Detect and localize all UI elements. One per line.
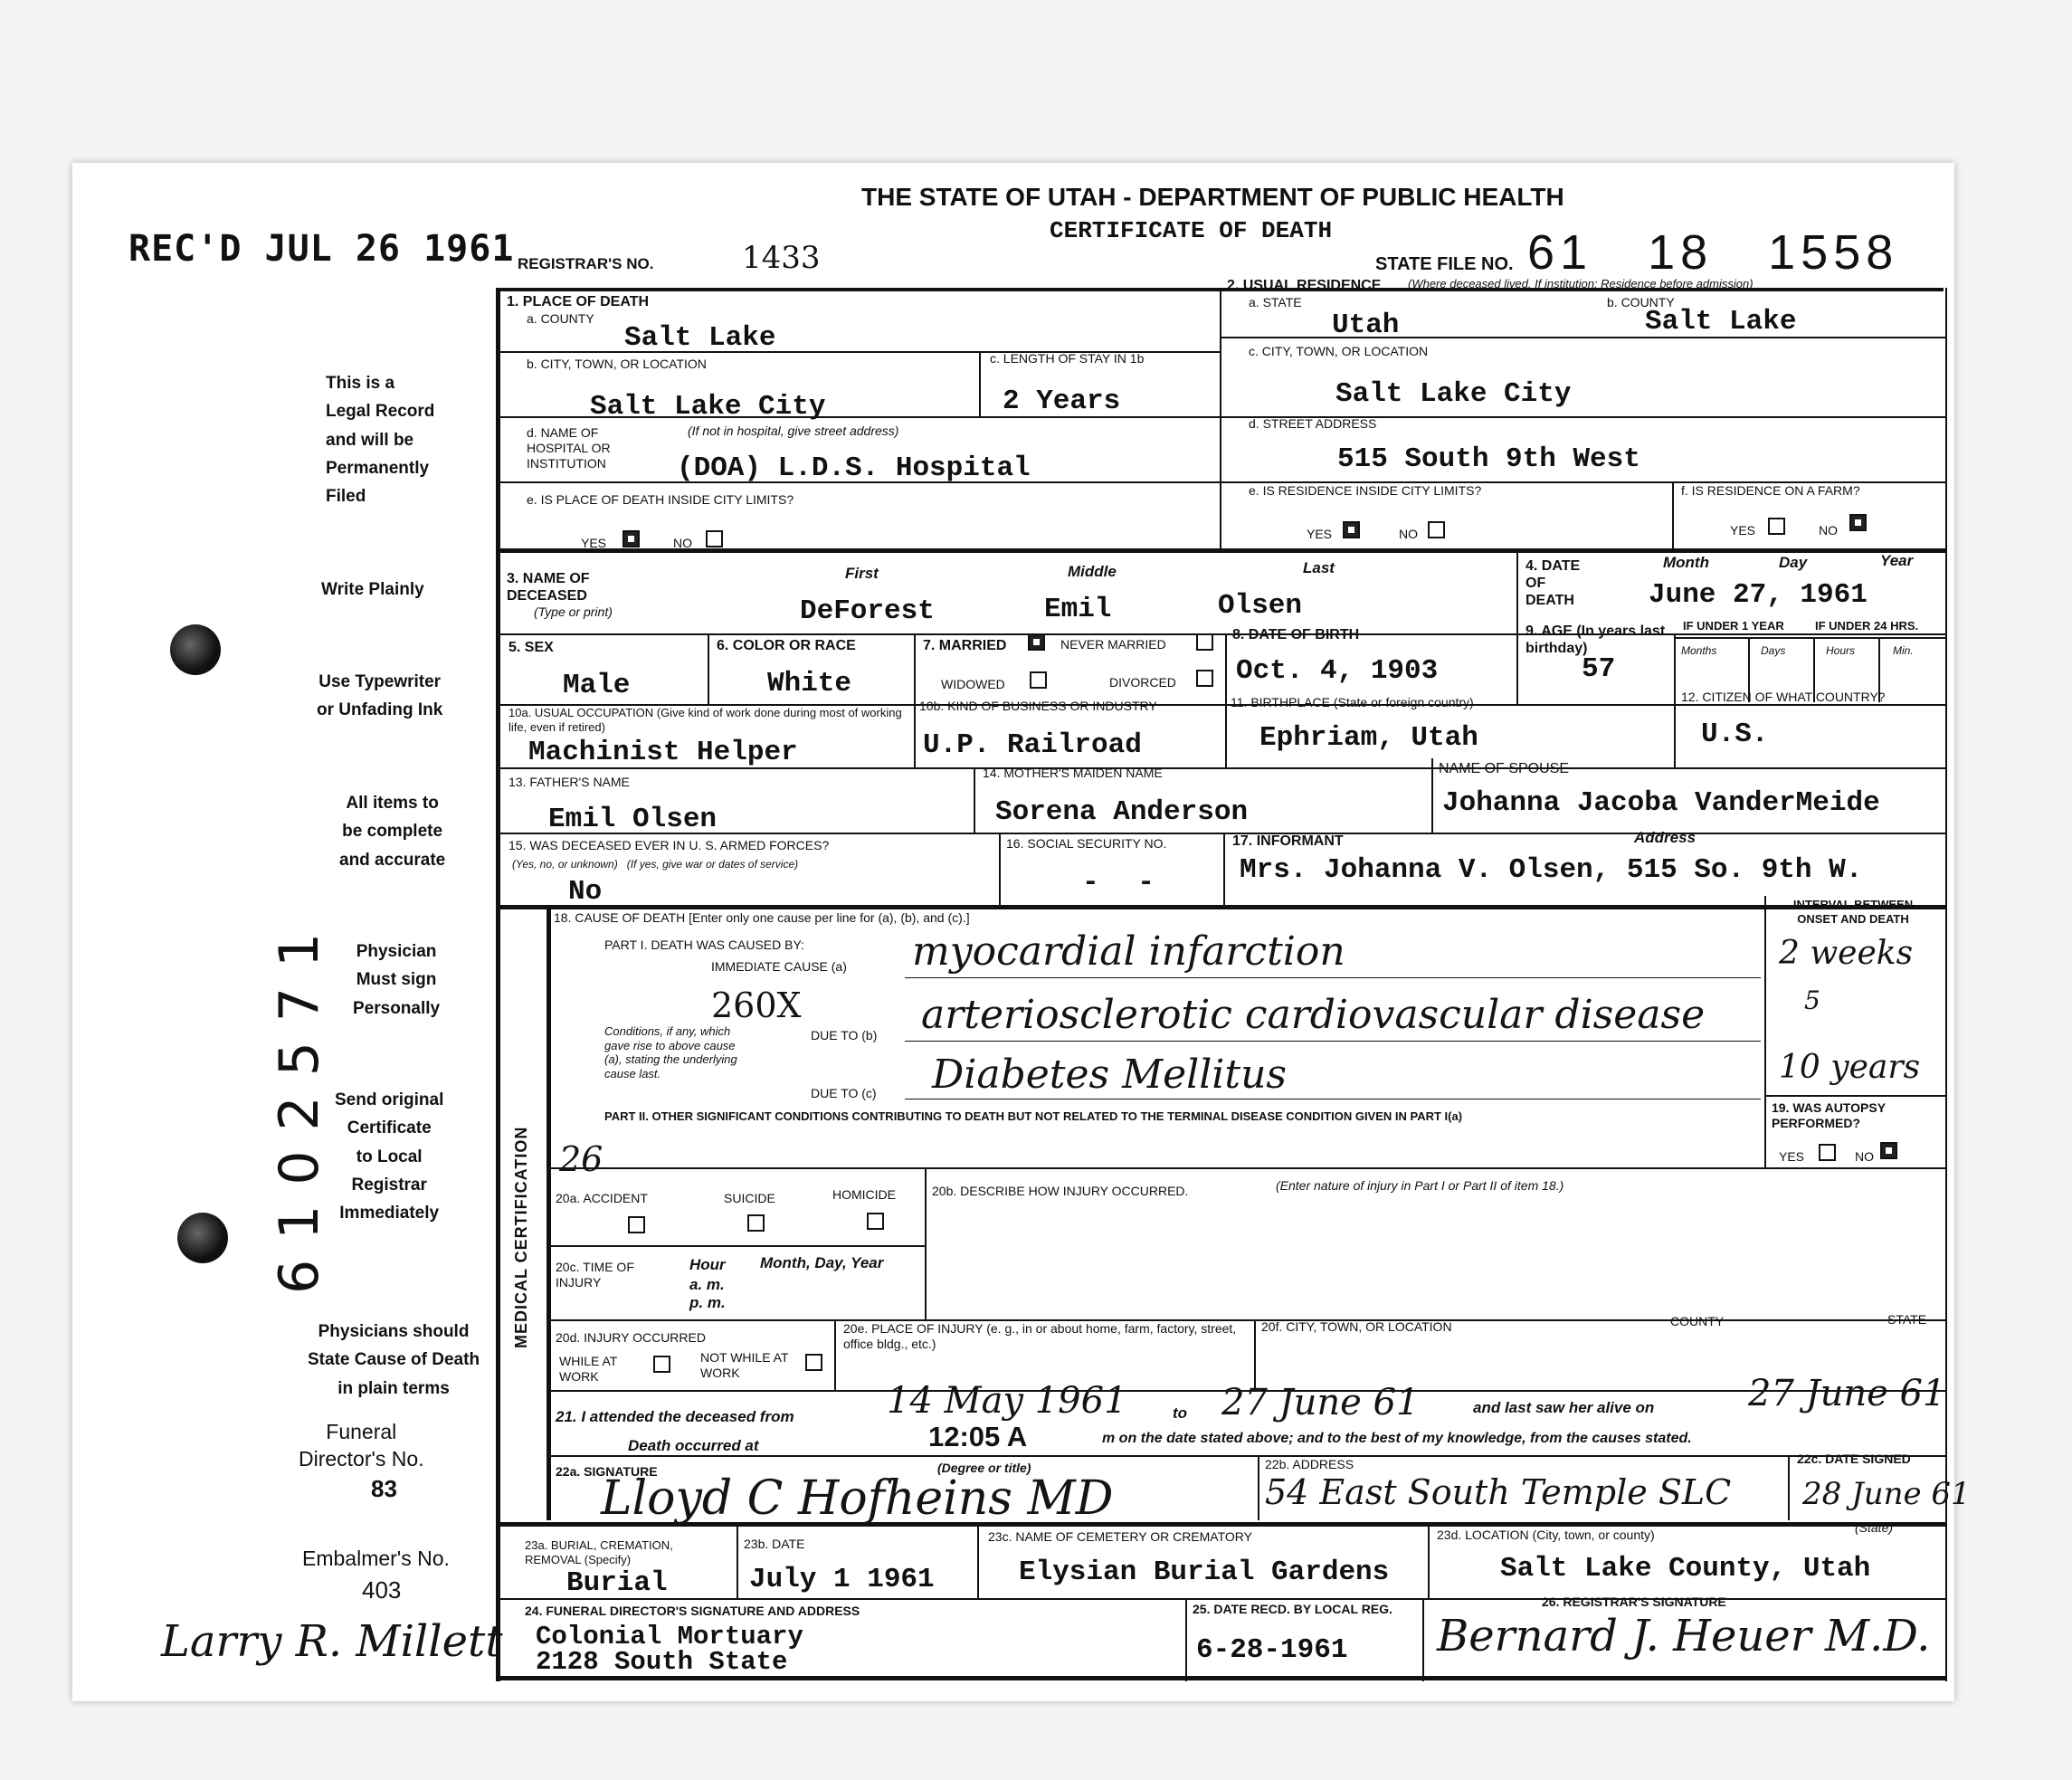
autopsy-no-checkbox[interactable] [1880,1142,1897,1159]
rule-6 [708,633,709,706]
middle-name: Emil [1044,594,1112,625]
rule-20c [547,1245,925,1247]
rule-20a [547,1167,1945,1169]
date-of-death: June 27, 1961 [1649,579,1868,611]
autopsy-yes-label: YES [1779,1149,1805,1164]
farm-no-label: NO [1819,523,1838,538]
widowed-label: WIDOWED [941,677,1005,691]
cemetery-label: 23c. NAME OF CEMETERY OR CREMATORY [988,1529,1252,1544]
death-city: Salt Lake City [590,391,826,423]
inside-city-label: e. IS PLACE OF DEATH INSIDE CITY LIMITS? [527,492,794,507]
signature-label: 22a. SIGNATURE [556,1464,658,1479]
registrar-no: 1433 [742,240,821,276]
under-1-year-label: IF UNDER 1 YEAR [1683,619,1784,633]
death-county: Salt Lake [624,322,776,354]
residence-county-label: b. COUNTY [1607,295,1675,309]
rule-spouse [1431,758,1433,834]
state-title: THE STATE OF UTAH - DEPARTMENT OF PUBLIC HEALTH [861,183,1564,211]
residence-state-label: a. STATE [1249,295,1302,309]
conditions-label: Conditions, if any, which gave rise to above cause (a), stating the underlying cause last. [604,1024,737,1080]
hospital-label: d. NAME OF HOSPITAL OR INSTITUTION [527,425,611,471]
rule-9 [1516,633,1518,706]
informant: Mrs. Johanna V. Olsen, 515 So. 9th W. [1240,854,1863,886]
typewriter-note: Use Typewriter or Unfading Ink [317,672,443,720]
how-injury-note: (Enter nature of injury in Part I or Part II of item 18.) [1276,1178,1564,1193]
not-while-at-work-label: NOT WHILE AT WORK [700,1350,789,1380]
rule-under1-a [1674,637,1945,639]
ssn: - - [1082,867,1155,899]
rule-22b [1258,1455,1259,1520]
city-injury-label: 20f. CITY, TOWN, OR LOCATION [1261,1319,1452,1334]
interval-c: 10 years [1779,1049,1921,1086]
death-occurred-label: Death occurred at [628,1437,759,1454]
rule-23b [737,1522,738,1600]
autopsy-label: 19. WAS AUTOPSY PERFORMED? [1772,1100,1886,1130]
autopsy-yes-checkbox[interactable] [1819,1144,1836,1161]
interval-b: 5 [1804,985,1820,1015]
rule-left-outer [496,288,500,1681]
physician-address: 54 East South Temple SLC [1265,1472,1732,1512]
punch-hole-top [170,624,221,675]
due-to-b-label: DUE TO (b) [811,1028,878,1042]
physician-signature: Lloyd C Hofheins MD [601,1471,1114,1526]
interval-label: INTERVAL BETWEEN ONSET AND DEATH [1792,898,1914,926]
rule-23d [1428,1522,1430,1600]
age-label: 9. AGE (In years last birthday) [1525,623,1666,657]
attended-from: 14 May 1961 [887,1380,1127,1422]
accident-label: 20a. ACCIDENT [556,1191,648,1205]
punch-hole-bottom [177,1213,228,1263]
attended-to: 27 June 61 [1221,1382,1420,1423]
ssn-label: 16. SOCIAL SECURITY NO. [1006,836,1167,851]
informant-address-label: Address [1634,829,1697,846]
death-time: 12:05 A [928,1421,1028,1452]
while-at-work-checkbox[interactable] [653,1356,670,1373]
accident-checkbox[interactable] [628,1216,645,1233]
while-at-work-label: WHILE AT WORK [559,1354,618,1384]
burial: Burial [566,1567,668,1599]
injury-occurred-label: 20d. INJURY OCCURRED [556,1330,706,1345]
birthplace-label: 11. BIRTHPLACE (State or foreign country) [1231,695,1474,709]
farm-yes-label: YES [1730,523,1756,538]
residence-city-label: c. CITY, TOWN, OR LOCATION [1249,344,1429,358]
rule-24 [496,1598,1945,1600]
embalmer-no: 403 [362,1576,402,1604]
rule-23c [977,1522,979,1600]
funeral-director-sig-label: 24. FUNERAL DIRECTOR'S SIGNATURE AND ADDRESS [525,1604,860,1618]
divorced-label: DIVORCED [1109,675,1176,690]
cause-a-line [905,977,1761,978]
informant-label: 17. INFORMANT [1232,833,1344,849]
rule-center-upper [1220,288,1221,550]
date-signed: 28 June 61 [1802,1476,1971,1512]
middle-label: Middle [1068,563,1117,580]
rule-interval [1764,896,1766,1167]
homicide-label: HOMICIDE [832,1187,896,1202]
send-original-note: Send original Certificate to Local Registrar Immediately [335,1090,444,1223]
rule-8 [1225,633,1227,767]
part-1-label: PART I. DEATH WAS CAUSED BY: [604,938,804,952]
state-file-no: 61 18 1558 [1527,225,1899,280]
physician-sign-note: Physician Must sign Personally [353,942,441,1018]
farm-yes-checkbox[interactable] [1768,518,1785,535]
rule-20f [1254,1319,1256,1392]
residence-inside-city-label: e. IS RESIDENCE INSIDE CITY LIMITS? [1249,483,1482,498]
attended-label: 21. I attended the deceased from [556,1408,794,1425]
sex: Male [563,670,631,701]
last-saw: 27 June 61 [1748,1373,1946,1414]
farm-no-checkbox[interactable] [1849,514,1867,531]
registrar-no-label: REGISTRAR'S NO. [518,255,654,272]
suicide-checkbox[interactable] [747,1214,765,1232]
burial-date-label: 23b. DATE [744,1537,805,1551]
physician-address-label: 22b. ADDRESS [1265,1457,1354,1471]
date-recd: 6-28-1961 [1196,1634,1348,1666]
rule-20e [834,1319,836,1392]
hours-label: Hours [1826,644,1856,657]
street-address: 515 South 9th West [1337,443,1640,475]
armed-forces-note: (Yes, no, or unknown) (If yes, give war or dates of service) [512,858,799,871]
month-day-year-label: Month, Day, Year [760,1254,884,1271]
embalmer-signature: Larry R. Millett [161,1616,503,1667]
min-label: Min. [1893,644,1914,657]
rule-22c [1788,1455,1790,1520]
last-label: Last [1303,559,1335,576]
death-city-yes-label: YES [581,536,607,550]
items-complete-note: All items to be complete and accurate [339,794,446,870]
injury-county-label: COUNTY [1670,1314,1725,1328]
hospital: (DOA) L.D.S. Hospital [677,452,1031,484]
rule-medical-inner [547,905,551,1520]
rule-20d [547,1319,1945,1321]
citizen: U.S. [1701,719,1769,750]
code-note-2: 26 [559,1139,604,1179]
length-stay: 2 Years [1003,386,1121,417]
medical-certification-label: MEDICAL CERTIFICATION [512,1126,530,1348]
date-of-death-label: 4. DATE OF DEATH [1525,558,1581,609]
rule-1c [979,351,981,416]
father-label: 13. FATHER'S NAME [508,775,630,789]
death-occurred-rest: m on the date stated above; and to the best of my knowledge, from the causes stated. [1102,1431,1692,1446]
rule-4 [1516,548,1518,643]
never-married-label: NEVER MARRIED [1060,637,1166,652]
burial-location: Salt Lake County, Utah [1500,1553,1871,1585]
birth-label: 8. DATE OF BIRTH [1232,627,1360,643]
usual-residence-label: 2. USUAL RESIDENCE [1227,278,1382,293]
birthplace: Ephriam, Utah [1259,722,1478,754]
armed-forces-label: 15. WAS DECEASED EVER IN U. S. ARMED FORCES? [508,838,830,852]
write-plainly-note: Write Plainly [321,580,424,599]
death-city-yes-checkbox[interactable] [623,530,640,547]
farm-label: f. IS RESIDENCE ON A FARM? [1681,483,1860,498]
injury-state-label: STATE [1887,1312,1927,1327]
rule-2f [1672,481,1674,550]
widowed-checkbox[interactable] [1030,671,1047,689]
received-stamp: REC'D JUL 26 1961 [128,228,515,270]
residence-county: Salt Lake [1645,306,1797,338]
burial-label: 23a. BURIAL, CREMATION, REMOVAL (Specify) [525,1538,673,1566]
occupation: Machinist Helper [528,737,798,768]
to-label: to [1173,1404,1188,1422]
days-label: Days [1761,644,1786,657]
funeral-director-no: 83 [371,1475,397,1502]
under-24-hrs-label: IF UNDER 24 HRS. [1815,619,1919,633]
father: Emil Olsen [548,804,718,835]
due-to-c-label: DUE TO (c) [811,1086,877,1100]
registrar-signature-label: 26. REGISTRAR'S SIGNATURE [1542,1594,1726,1609]
hour-label: Hour [689,1256,726,1273]
homicide-checkbox[interactable] [867,1213,884,1230]
citizen-label: 12. CITIZEN OF WHAT COUNTRY? [1681,690,1886,704]
date-signed-label: 22c. DATE SIGNED [1797,1452,1911,1466]
sex-label: 5. SEX [508,640,554,655]
year-label: Year [1880,552,1914,569]
last-saw-label: and last saw her alive on [1473,1399,1655,1416]
place-injury-label: 20e. PLACE OF INJURY (e. g., in or about home, farm, factory, street, office bldg., etc.) [843,1321,1237,1351]
death-county-label: a. COUNTY [527,311,594,326]
last-name: Olsen [1218,590,1303,622]
cause-b: arteriosclerotic cardiovascular disease [921,992,1706,1038]
part-2-label: PART II. OTHER SIGNIFICANT CONDITIONS CONTRIBUTING TO DEATH BUT NOT RELATED TO THE TERMINAL DISEASE CONDITION GIVEN IN PART I(a) [604,1109,1463,1123]
funeral-line-1: Colonial Mortuary [536,1622,803,1651]
residence-city-yes-checkbox[interactable] [1343,521,1360,538]
deceased-name-label: 3. NAME OF DECEASED [507,571,590,604]
spouse-label: NAME OF SPOUSE [1439,761,1570,776]
hospital-note: (If not in hospital, give street address) [688,424,899,438]
cause-a: myocardial infarction [912,928,1345,975]
rule-5 [496,633,1945,635]
rule-right [1945,288,1947,1681]
embalmer-label: Embalmer's No. [302,1547,450,1570]
rule-12 [1674,633,1676,767]
married-checkbox[interactable] [1028,633,1045,651]
age: 57 [1582,653,1616,685]
armed-forces: No [568,876,603,908]
rule-26 [1422,1598,1424,1681]
death-city-label: b. CITY, TOWN, OR LOCATION [527,357,707,371]
funeral-line-2: 2128 South State [536,1647,788,1677]
not-while-at-work-checkbox[interactable] [805,1354,822,1371]
physicians-cause-note: Physicians should State Cause of Death in plain terms [308,1322,480,1398]
rule-14 [974,767,975,834]
rule-medical-top [496,905,1945,909]
cause-c: Diabetes Mellitus [932,1052,1287,1098]
occupation-label: 10a. USUAL OCCUPATION (Give kind of work done during most of working life, even if retired) [508,706,902,734]
never-married-checkbox[interactable] [1196,633,1213,651]
cause-b-line [905,1041,1761,1042]
mother: Sorena Anderson [995,796,1249,828]
deceased-name-note: (Type or print) [534,604,613,619]
residence-city-no-checkbox[interactable] [1428,521,1445,538]
suicide-label: SUICIDE [724,1191,775,1205]
spouse: Johanna Jacoba VanderMeide [1442,787,1880,819]
divorced-checkbox[interactable] [1196,670,1213,687]
cemetery: Elysian Burial Gardens [1019,1556,1390,1588]
how-injury-label: 20b. DESCRIBE HOW INJURY OCCURRED. [932,1184,1189,1198]
length-stay-label: c. LENGTH OF STAY IN 1b [990,351,1145,366]
funeral-director-label: Funeral Director's No. [299,1420,424,1471]
rule-autopsy [1764,1095,1945,1097]
day-label: Day [1779,554,1808,571]
married-label: 7. MARRIED [923,638,1007,653]
cause-of-death-label: 18. CAUSE OF DEATH [Enter only one cause per line for (a), (b), and (c).] [554,910,970,925]
business-label: 10b. KIND OF BUSINESS OR INDUSTRY [919,699,1157,713]
death-city-no-label: NO [673,536,692,550]
business: U.P. Railroad [923,729,1142,761]
rule-20b [925,1167,927,1321]
code-note: 260X [711,985,802,1025]
vertical-file-number: 6102571 [268,912,331,1294]
mother-label: 14. MOTHER'S MAIDEN NAME [983,766,1163,780]
interval-a: 2 weeks [1779,935,1914,972]
date-of-birth: Oct. 4, 1903 [1236,655,1439,687]
state-file-label: STATE FILE NO. [1375,254,1514,274]
first-name: DeForest [800,595,935,627]
registrar-signature: Bernard J. Heuer M.D. [1437,1611,1931,1661]
residence-city-no-label: NO [1399,527,1418,541]
first-label: First [845,565,879,582]
rule-16 [999,833,1001,907]
month-label: Month [1663,554,1709,571]
burial-location-label: 23d. LOCATION (City, town, or county) [1437,1528,1655,1542]
place-of-death-label: 1. PLACE OF DEATH [507,294,650,309]
am-pm-label: a. m. p. m. [689,1276,726,1312]
time-of-injury-label: 20c. TIME OF INJURY [556,1260,634,1290]
autopsy-no-label: NO [1855,1149,1874,1164]
certificate-title: CERTIFICATE OF DEATH [1050,217,1333,244]
burial-state-label: (State) [1855,1520,1894,1535]
race-label: 6. COLOR OR RACE [717,638,856,653]
residence-city: Salt Lake City [1335,378,1572,410]
race: White [767,668,852,700]
residence-city-yes-label: YES [1307,527,1333,541]
street-address-label: d. STREET ADDRESS [1249,416,1377,431]
rule-section-3 [496,548,1945,553]
residence-state: Utah [1332,309,1400,341]
rule-2a [1220,337,1945,338]
death-city-no-checkbox[interactable] [706,530,723,547]
date-recd-label: 25. DATE RECD. BY LOCAL REG. [1193,1602,1392,1616]
rule-7 [914,633,916,767]
degree-label: (Degree or title) [937,1461,1031,1475]
burial-date: July 1 1961 [749,1564,935,1595]
rule-25 [1185,1598,1187,1681]
months-label: Months [1681,644,1717,657]
usual-residence-note: (Where deceased lived. If institution: Residence before admission) [1408,277,1754,290]
immediate-cause-label: IMMEDIATE CAUSE (a) [711,959,847,974]
rule-17 [1223,833,1225,907]
